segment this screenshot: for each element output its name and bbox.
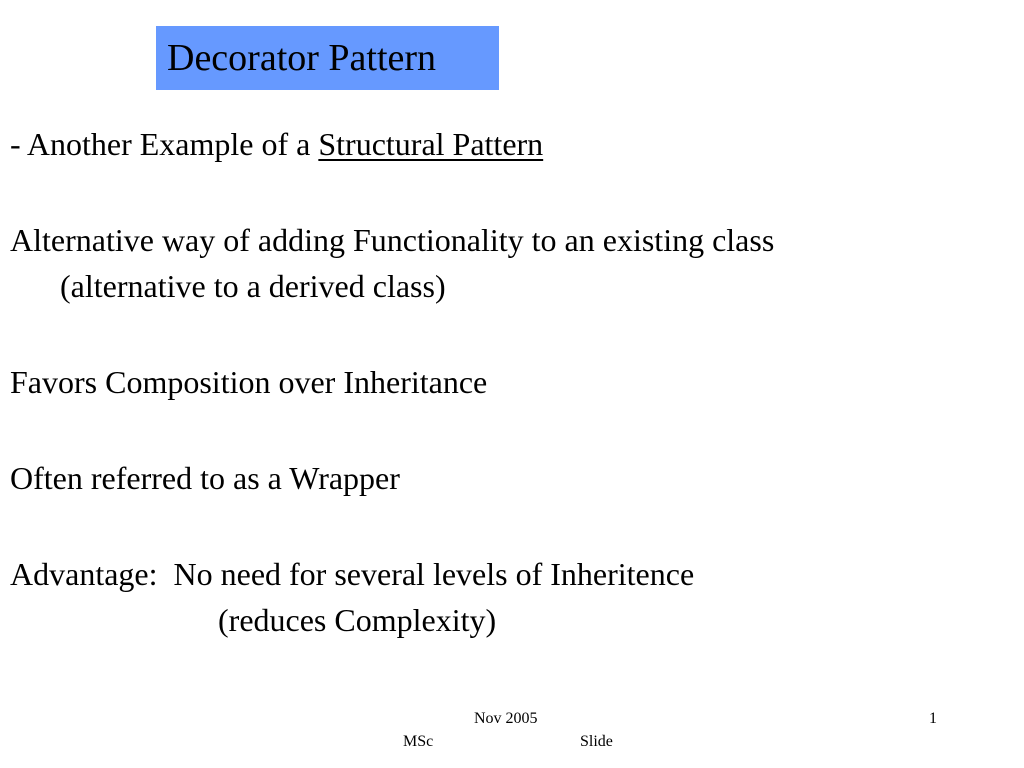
slide-title: Decorator Pattern bbox=[156, 26, 499, 90]
functionality-line: Alternative way of adding Functionality to an existing class bbox=[10, 222, 775, 258]
wrapper-line: Often referred to as a Wrapper bbox=[10, 460, 400, 496]
footer-course: MSc bbox=[403, 733, 434, 750]
bullet-structural-pattern bbox=[10, 124, 543, 164]
advantage-line: Advantage: No need for several levels of Inheritence bbox=[10, 556, 695, 592]
bullet-text: - Another Example of a bbox=[10, 126, 319, 162]
footer-slide-label: Slide bbox=[580, 733, 613, 750]
derived-class-line: (alternative to a derived class) bbox=[60, 268, 446, 304]
structural-pattern-term: Structural Pattern bbox=[318, 126, 544, 162]
complexity-line: (reduces Complexity) bbox=[218, 602, 497, 638]
footer-date: Nov 2005 bbox=[474, 710, 538, 727]
footer-slide-number: 1 bbox=[929, 710, 937, 727]
composition-line: Favors Composition over Inheritance bbox=[10, 364, 488, 400]
